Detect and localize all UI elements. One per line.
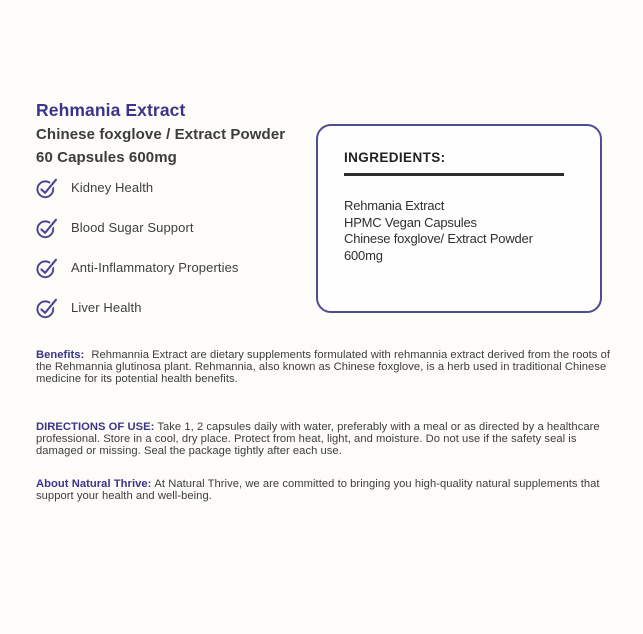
ingredients-item: HPMC Vegan Capsules — [344, 214, 477, 230]
ingredients-heading: INGREDIENTS: — [344, 150, 446, 165]
benefits-section — [36, 350, 614, 385]
ingredients-divider — [344, 173, 564, 176]
feature-label: Liver Health — [71, 300, 142, 315]
feature-label: Anti-Inflammatory Properties — [71, 260, 239, 275]
feature-list — [36, 177, 239, 337]
feature-item — [36, 177, 239, 198]
about-section — [36, 479, 614, 503]
feature-label: Kidney Health — [71, 180, 154, 195]
feature-item — [36, 257, 239, 278]
ingredients-box — [316, 124, 602, 313]
check-circle-icon — [36, 217, 58, 239]
ingredients-list — [344, 198, 574, 264]
directions-section — [36, 422, 614, 457]
benefits-label: Benefits: — [36, 349, 85, 361]
product-subtitle: Chinese foxglove / Extract Powder — [36, 126, 286, 143]
product-header — [36, 100, 285, 172]
ingredients-item: Rehmania Extract — [344, 198, 445, 213]
about-text: At Natural Thrive, we are committed to bringing you high-quality natural supplements that support your health and well-being. — [36, 478, 600, 502]
feature-label: Blood Sugar Support — [71, 220, 194, 235]
product-capsule-count: 60 Capsules 600mg — [36, 149, 177, 166]
check-circle-icon — [36, 257, 58, 279]
benefits-text: Rehmannia Extract are dietary supplements formulated with rehmannia extract derived from the roots of the Rehmannia glutinosa plant. Rehmannia, also known as Chinese foxglove, is a herb used in traditional Chinese medicine for its potential health benefits. — [36, 349, 611, 385]
directions-label: DIRECTIONS OF USE: — [36, 421, 155, 433]
ingredients-item: 600mg — [344, 247, 383, 263]
about-label: About Natural Thrive: — [36, 478, 152, 490]
check-circle-icon — [36, 297, 58, 319]
check-circle-icon — [36, 177, 58, 199]
page-title: Rehmania Extract — [36, 100, 186, 120]
ingredients-item: Chinese foxglove/ Extract Powder — [344, 231, 533, 247]
directions-text: Take 1, 2 capsules daily with water, preferably with a meal or as directed by a healthcare professional. Store in a cool, dry place. Protect from heat, light, and moisture. Do not use if the safety seal is damaged or missing. Seal the package tightly after each use. — [36, 421, 600, 457]
feature-item — [36, 297, 239, 318]
feature-item — [36, 217, 239, 238]
